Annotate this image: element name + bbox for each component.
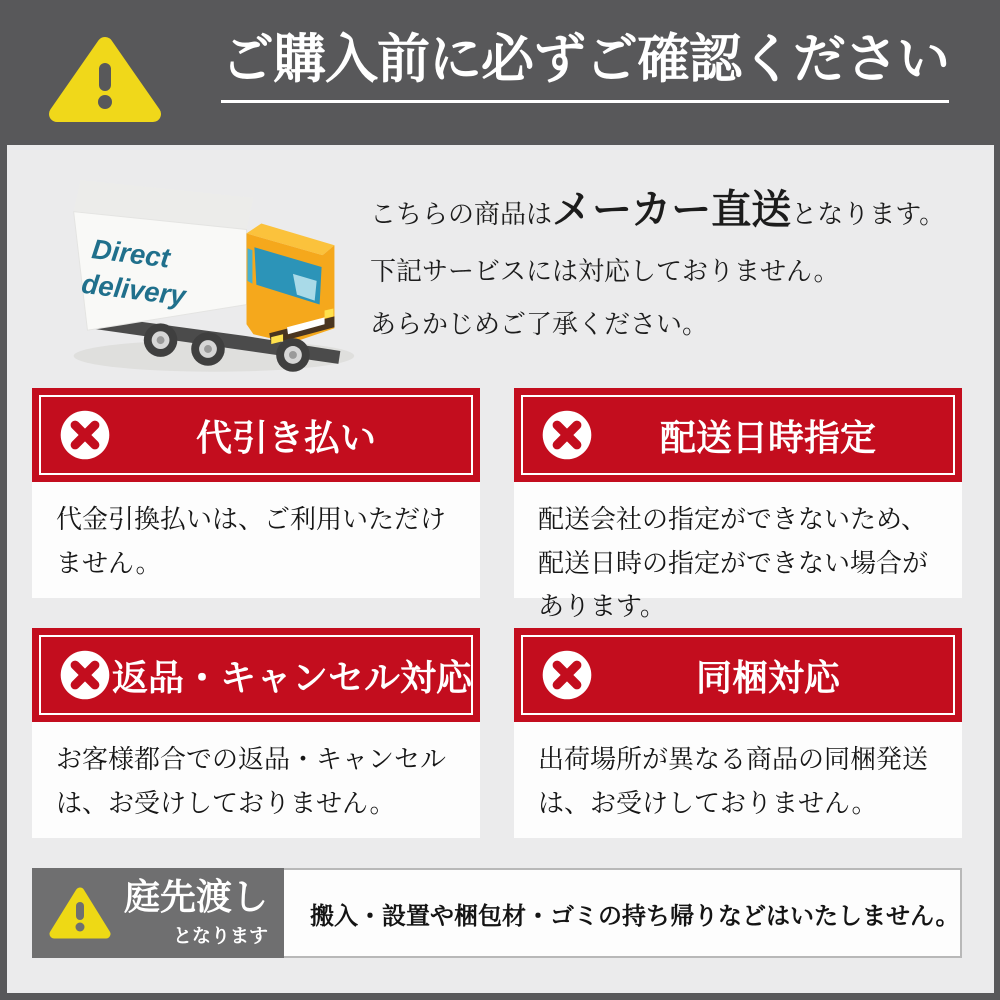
- intro-line-3: あらかじめご了承ください。: [370, 308, 709, 339]
- delivery-truck-icon: [44, 154, 370, 382]
- notice-box-title: 代引き払い: [195, 416, 376, 458]
- cross-circle-icon: [540, 648, 594, 702]
- notice-box-body: 配送会社の指定ができないため、配送日時の指定ができない場合があります。: [514, 482, 962, 598]
- notice-box-header: [514, 628, 962, 722]
- notice-box-cod: [32, 388, 480, 598]
- cross-circle-icon: [58, 408, 112, 462]
- notice-box-title: 返品・キャンセル対応: [112, 656, 473, 698]
- notice-box-title: 同梱対応: [695, 656, 840, 698]
- notice-box-body: 代金引換払いは、ご利用いただけません。: [32, 482, 480, 598]
- cross-circle-icon: [540, 408, 594, 462]
- notice-box-returns: [32, 628, 480, 838]
- footer-label-sub: となります: [172, 925, 268, 947]
- intro-text: [370, 184, 985, 342]
- notice-box-title: 配送日時指定: [659, 416, 876, 458]
- cross-circle-icon: [58, 648, 112, 702]
- notice-box-header: [32, 388, 480, 482]
- notice-box-body: お客様都合での返品・キャンセルは、お受けしておりません。: [32, 722, 480, 838]
- notice-box-bundling: [514, 628, 962, 838]
- footer-delivery-type: [32, 868, 284, 958]
- footer-note: 搬入・設置や梱包材・ゴミの持ち帰りなどはいたしません。: [284, 868, 962, 958]
- intro-line-1: こちらの商品はメーカー直送となります。: [370, 188, 946, 232]
- warning-triangle-icon: [48, 884, 112, 942]
- footer-labels: [124, 878, 268, 948]
- notice-box-header: [32, 628, 480, 722]
- truck-label-line2: delivery: [79, 267, 188, 312]
- notice-box-delivery-date: [514, 388, 962, 622]
- footer-bar: [32, 868, 962, 958]
- notice-box-header: [514, 388, 962, 482]
- page-title: ご購入前に必ずご確認ください: [221, 30, 949, 103]
- header-bar: [0, 0, 1000, 145]
- notice-box-body: 出荷場所が異なる商品の同梱発送は、お受けしておりません。: [514, 722, 962, 838]
- intro-line-2: 下記サービスには対応しておりません。: [370, 256, 840, 286]
- truck-label-line1: Direct: [90, 233, 172, 274]
- warning-triangle-icon: [48, 34, 162, 124]
- footer-label-main: 庭先渡し: [123, 876, 268, 918]
- maker-direct-emphasis: メーカー直送: [552, 188, 792, 232]
